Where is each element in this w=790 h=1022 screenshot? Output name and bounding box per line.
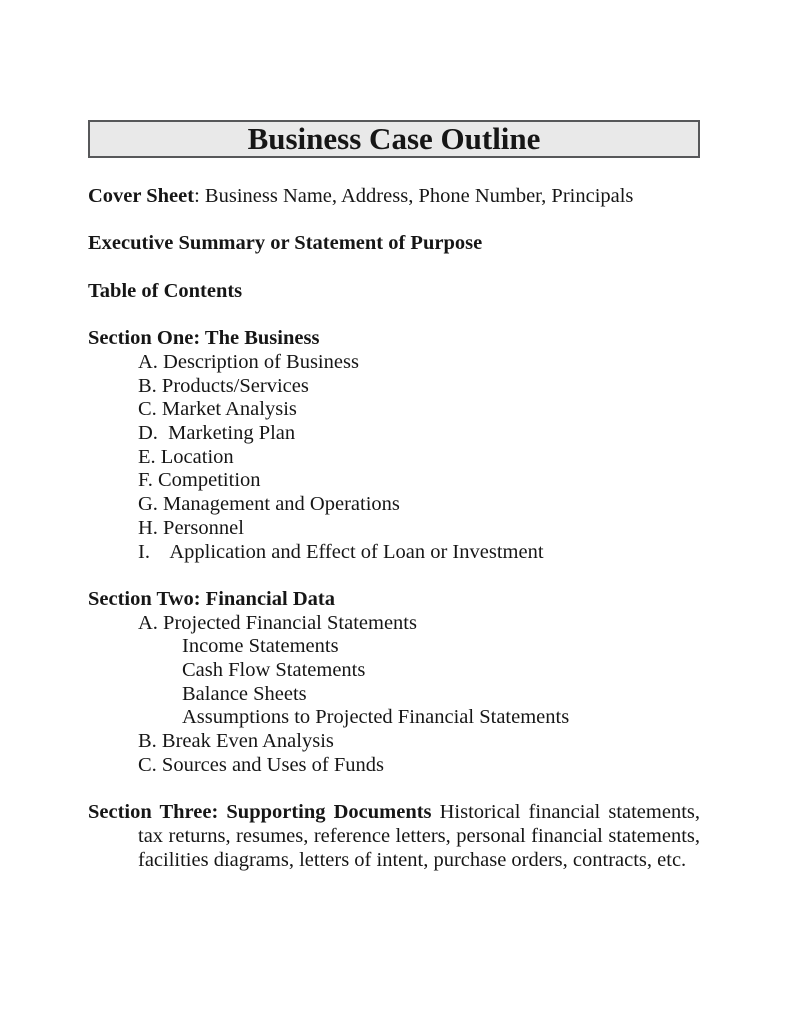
section-three-heading: Section Three: Supporting Documents (88, 801, 432, 824)
cover-sheet-label: Cover Sheet (88, 185, 195, 207)
document-title: Business Case Outline (247, 121, 541, 156)
list-item: E. Location (138, 445, 234, 468)
list-item: H. Personnel (138, 516, 244, 539)
list-item: B. Products/Services (138, 374, 309, 397)
list-item: C. Sources and Uses of Funds (138, 753, 384, 776)
section-three-line: tax returns, resumes, reference letters, personal financial statements, (138, 824, 700, 847)
section-three-paragraph (88, 801, 700, 872)
sub-list-item: Assumptions to Projected Financial Statements (182, 706, 570, 729)
sub-list-item: Cash Flow Statements (182, 659, 366, 681)
section-one-heading: Section One: The Business (88, 327, 320, 350)
executive-summary-heading: Executive Summary or Statement of Purpose (88, 232, 483, 255)
document-content (88, 120, 700, 896)
list-item: B. Break Even Analysis (138, 730, 334, 753)
cover-sheet-paragraph (88, 185, 700, 209)
list-item: D. Marketing Plan (138, 421, 296, 444)
sub-list-item: Income Statements (182, 635, 339, 658)
section-three-line: facilities diagrams, letters of intent, purchase orders, contracts, etc. (138, 848, 687, 871)
section-one-list (88, 351, 700, 564)
list-item: F. Competition (138, 469, 261, 492)
list-item: A. Description of Business (138, 350, 359, 373)
section-one (88, 327, 700, 564)
section-three-text: Historical financial statements, (431, 801, 700, 824)
table-of-contents-heading: Table of Contents (88, 279, 243, 302)
title-box (88, 120, 700, 158)
list-item: I. Application and Effect of Loan or Investment (138, 540, 544, 563)
section-two-list (88, 612, 700, 778)
list-item: C. Market Analysis (138, 398, 297, 421)
section-two-heading: Section Two: Financial Data (88, 587, 335, 610)
cover-sheet-text: : Business Name, Address, Phone Number, Principals (194, 185, 634, 207)
list-item: G. Management and Operations (138, 493, 400, 516)
section-three-line (88, 801, 700, 825)
section-two (88, 588, 700, 778)
sub-list-item: Balance Sheets (182, 682, 307, 705)
list-item: A. Projected Financial Statements (138, 611, 417, 634)
